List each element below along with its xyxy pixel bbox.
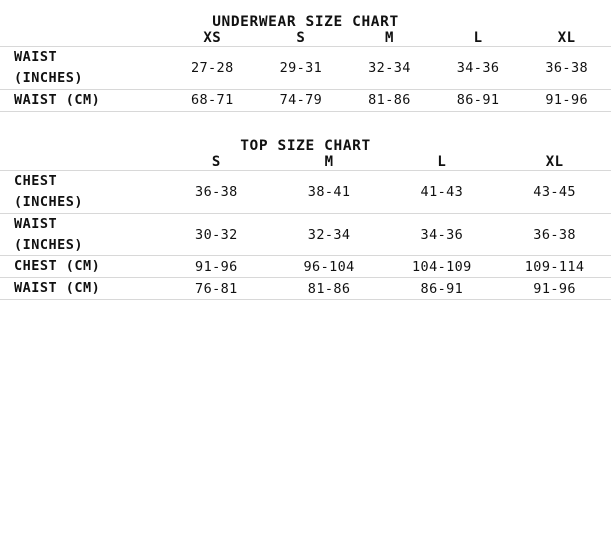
top-row2-label-line1: CHEST (CM)	[14, 258, 101, 275]
top-size-header-m: M	[324, 153, 334, 170]
top-row0-label-line1: CHEST	[14, 172, 58, 189]
underwear-row0-label	[0, 47, 168, 90]
top-row3-label-line1: WAIST (CM)	[14, 280, 101, 297]
top-chart-title: TOP SIZE CHART	[240, 137, 371, 154]
underwear-row1-xl: 91-96	[522, 89, 611, 111]
top-header-row	[0, 154, 611, 171]
table-row	[0, 213, 611, 256]
underwear-row0-label-line1: WAIST	[14, 49, 58, 65]
top-row1-label-line2: (INCHES)	[14, 236, 84, 253]
table-row	[0, 278, 611, 300]
underwear-chart-title: UNDERWEAR SIZE CHART	[212, 14, 399, 30]
top-row0-label-line2: (INCHES)	[14, 193, 84, 210]
underwear-row0-s: 29-31	[257, 47, 346, 90]
top-row1-l: 34-36	[386, 213, 499, 256]
top-row0-xl: 43-45	[498, 170, 611, 213]
table-row	[0, 170, 611, 213]
underwear-size-header-s: S	[296, 30, 306, 46]
top-row3-m: 81-86	[273, 278, 386, 300]
top-row1-label	[0, 213, 160, 256]
top-rowlabel-header	[0, 154, 160, 171]
top-row0-s: 36-38	[160, 170, 273, 213]
top-size-header-l: L	[437, 153, 447, 170]
underwear-size-header-xl: XL	[557, 30, 576, 46]
top-row3-s: 76-81	[160, 278, 273, 300]
underwear-row0-xs: 27-28	[168, 47, 257, 90]
top-spacer	[0, 0, 611, 14]
underwear-row0-xl: 36-38	[522, 47, 611, 90]
top-row1-m: 32-34	[273, 213, 386, 256]
table-row	[0, 89, 611, 111]
top-row2-m: 96-104	[273, 256, 386, 278]
top-size-header-xl: XL	[545, 153, 564, 170]
top-row2-xl: 109-114	[498, 256, 611, 278]
top-row0-label	[0, 170, 160, 213]
top-row3-xl: 91-96	[498, 278, 611, 300]
table-row	[0, 256, 611, 278]
underwear-size-table	[0, 30, 611, 112]
top-row0-l: 41-43	[386, 170, 499, 213]
top-row1-xl: 36-38	[498, 213, 611, 256]
underwear-row1-xs: 68-71	[168, 89, 257, 111]
underwear-row0-label-line2: (INCHES)	[14, 69, 84, 86]
top-row2-l: 104-109	[386, 256, 499, 278]
underwear-row1-label	[0, 89, 168, 111]
underwear-row0-l: 34-36	[434, 47, 523, 90]
top-row2-s: 91-96	[160, 256, 273, 278]
underwear-row1-m: 81-86	[345, 89, 434, 111]
underwear-row0-m: 32-34	[345, 47, 434, 90]
top-row2-label	[0, 256, 160, 278]
top-row3-l: 86-91	[386, 278, 499, 300]
underwear-row1-label-line1: WAIST (CM)	[14, 91, 101, 108]
top-size-table	[0, 154, 611, 301]
underwear-rowlabel-header	[0, 30, 168, 47]
underwear-size-header-l: L	[473, 30, 483, 46]
top-size-header-s: S	[211, 153, 221, 170]
top-row1-s: 30-32	[160, 213, 273, 256]
top-row1-label-line1: WAIST	[14, 215, 58, 232]
underwear-size-header-m: M	[385, 30, 394, 46]
top-row3-label	[0, 278, 160, 300]
underwear-row1-s: 74-79	[257, 89, 346, 111]
underwear-size-header-xs: XS	[203, 30, 222, 46]
underwear-row1-l: 86-91	[434, 89, 523, 111]
top-row0-m: 38-41	[273, 170, 386, 213]
section-spacer	[0, 112, 611, 138]
underwear-header-row	[0, 30, 611, 47]
table-row	[0, 47, 611, 90]
